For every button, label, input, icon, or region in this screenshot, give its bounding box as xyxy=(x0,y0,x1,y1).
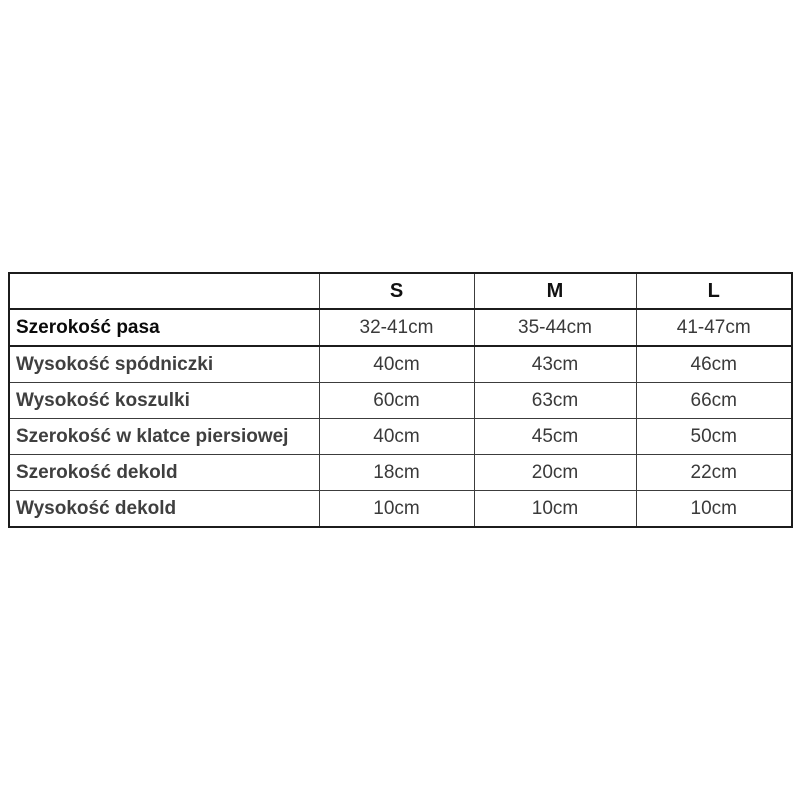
size-value: 66cm xyxy=(636,383,792,419)
table-row xyxy=(9,309,792,346)
size-chart xyxy=(8,272,791,528)
size-value: 46cm xyxy=(636,346,792,383)
column-header-s: S xyxy=(319,273,474,309)
size-value: 40cm xyxy=(319,419,474,455)
size-value: 10cm xyxy=(636,491,792,528)
row-label: Szerokość dekold xyxy=(9,455,319,491)
size-value: 63cm xyxy=(474,383,636,419)
corner-cell xyxy=(9,273,319,309)
table-row xyxy=(9,346,792,383)
size-value: 20cm xyxy=(474,455,636,491)
size-value: 10cm xyxy=(319,491,474,528)
size-chart-table xyxy=(8,272,793,528)
column-header-m: M xyxy=(474,273,636,309)
size-value: 40cm xyxy=(319,346,474,383)
size-chart-header-row xyxy=(9,273,792,309)
row-label: Szerokość pasa xyxy=(9,309,319,346)
size-value: 45cm xyxy=(474,419,636,455)
table-row xyxy=(9,455,792,491)
size-value: 50cm xyxy=(636,419,792,455)
size-value: 41-47cm xyxy=(636,309,792,346)
size-value: 60cm xyxy=(319,383,474,419)
size-value: 18cm xyxy=(319,455,474,491)
size-value: 22cm xyxy=(636,455,792,491)
table-row xyxy=(9,491,792,528)
row-label: Szerokość w klatce piersiowej xyxy=(9,419,319,455)
table-row xyxy=(9,383,792,419)
size-value: 10cm xyxy=(474,491,636,528)
column-header-l: L xyxy=(636,273,792,309)
table-row xyxy=(9,419,792,455)
row-label: Wysokość koszulki xyxy=(9,383,319,419)
row-label: Wysokość dekold xyxy=(9,491,319,528)
size-value: 32-41cm xyxy=(319,309,474,346)
size-value: 35-44cm xyxy=(474,309,636,346)
size-value: 43cm xyxy=(474,346,636,383)
row-label: Wysokość spódniczki xyxy=(9,346,319,383)
